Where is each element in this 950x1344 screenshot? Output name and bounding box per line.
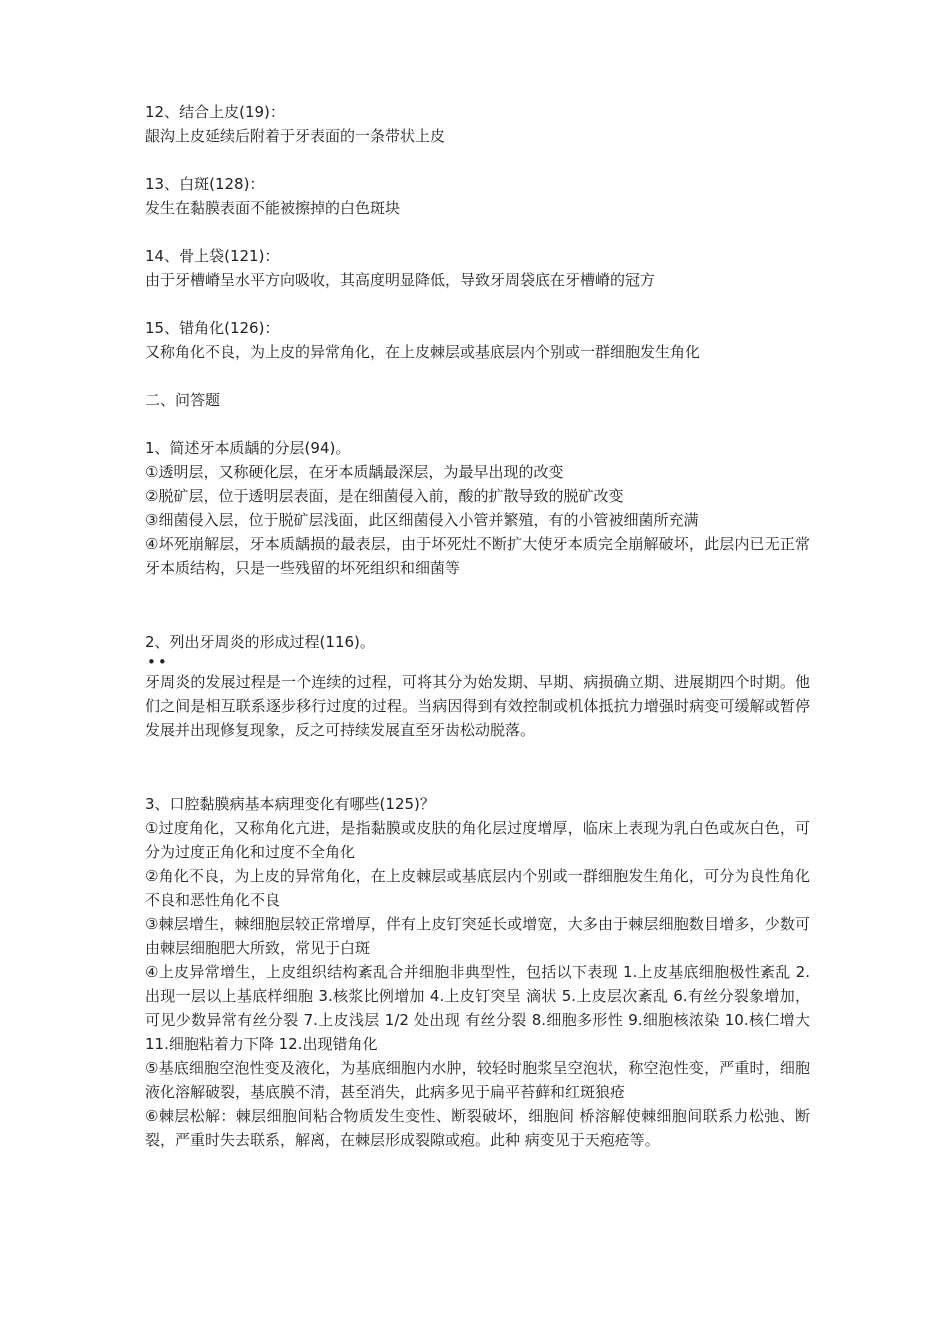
question-3-title: 3、口腔黏膜病基本病理变化有哪些(125)？ [145,795,435,813]
question-1-item: ①透明层，又称硬化层，在牙本质龋最深层，为最早出现的改变 [145,463,564,481]
question-1-item: ②脱矿层，位于透明层表面，是在细菌侵入前，酸的扩散导致的脱矿改变 [145,487,624,505]
question-2-answer: 牙周炎的发展过程是一个连续的过程，可将其分为始发期、早期、病损确立期、进展期四个时期。他们之间是相互联系逐步移行过度的过程。当病因得到有效控制或机体抵抗力增强时病变可缓解或暂停发展并出现修复现象，反之可持续发展直至牙齿松动脱落。 [145,673,810,739]
document-content [145,100,810,1152]
definition-term-12: 12、结合上皮(19)： [145,103,285,121]
question-3-item: ⑥棘层松解：棘层细胞间粘合物质发生变性、断裂破坏，细胞间 桥溶解使棘细胞间联系力松弛、断裂，严重时失去联系，解离，在棘层形成裂隙或疱。此种 病变见于天疱疮等。 [145,1107,810,1149]
question-3-item: ②角化不良，为上皮的异常角化，在上皮棘层或基底层内个别或一群细胞发生角化，可分为良性角化不良和恶性角化不良 [145,867,810,909]
question-3-item: ①过度角化，又称角化亢进，是指黏膜或皮肤的角化层过度增厚，临床上表现为乳白色或灰白色，可分为过度正角化和过度不全角化 [145,819,810,861]
bullet-dots: •• [147,653,169,671]
definition-text-13: 发生在黏膜表面不能被擦掉的白色斑块 [145,199,401,217]
question-1-item: ③细菌侵入层，位于脱矿层浅面，此区细菌侵入小管并繁殖，有的小管被细菌所充满 [145,511,699,529]
definition-text-14: 由于牙槽嵴呈水平方向吸收，其高度明显降低，导致牙周袋底在牙槽嵴的冠方 [145,271,656,289]
question-1-item: ④坏死崩解层，牙本质龋损的最表层，由于坏死灶不断扩大使牙本质完全崩解破坏，此层内已无正常牙本质结构，只是一些残留的坏死组织和细菌等 [145,535,810,577]
question-3-item: ③棘层增生，棘细胞层较正常增厚，伴有上皮钉突延长或增宽，大多由于棘层细胞数目增多，少数可由棘层细胞肥大所致，常见于白斑 [145,915,810,957]
definition-term-14: 14、骨上袋(121)： [145,247,280,265]
definition-text-12: 龈沟上皮延续后附着于牙表面的一条带状上皮 [145,127,446,145]
definition-text-15: 又称角化不良，为上皮的异常角化，在上皮棘层或基底层内个别或一群细胞发生角化 [145,343,701,361]
definition-term-15: 15、错角化(126)： [145,319,280,337]
section-title: 二、问答题 [145,391,221,409]
question-3-item: ⑤基底细胞空泡性变及液化，为基底细胞内水肿，较轻时胞浆呈空泡状，称空泡性变，严重时，细胞液化溶解破裂，基底膜不清，甚至消失，此病多见于扁平苔藓和红斑狼疮 [145,1059,810,1101]
question-2-title: 2、列出牙周炎的形成过程(116)。 [145,633,375,651]
question-3-item: ④上皮异常增生，上皮组织结构紊乱合并细胞非典型性，包括以下表现 1.上皮基底细胞极性紊乱 2.出现一层以上基底样细胞 3.核浆比例增加 4.上皮钉突呈 滴状 5.上皮层次紊乱 6.有丝分裂象增加，可见少数异常有丝分裂 7.上皮浅层 1/2 处出现 有丝分裂 8.细胞多形性 9.细胞核浓染 10.核仁增大 11.细胞粘着力下降 12.出现错角化 [145,963,810,1053]
definition-term-13: 13、白斑(128)： [145,175,265,193]
question-1-title: 1、简述牙本质龋的分层(94)。 [145,439,351,457]
